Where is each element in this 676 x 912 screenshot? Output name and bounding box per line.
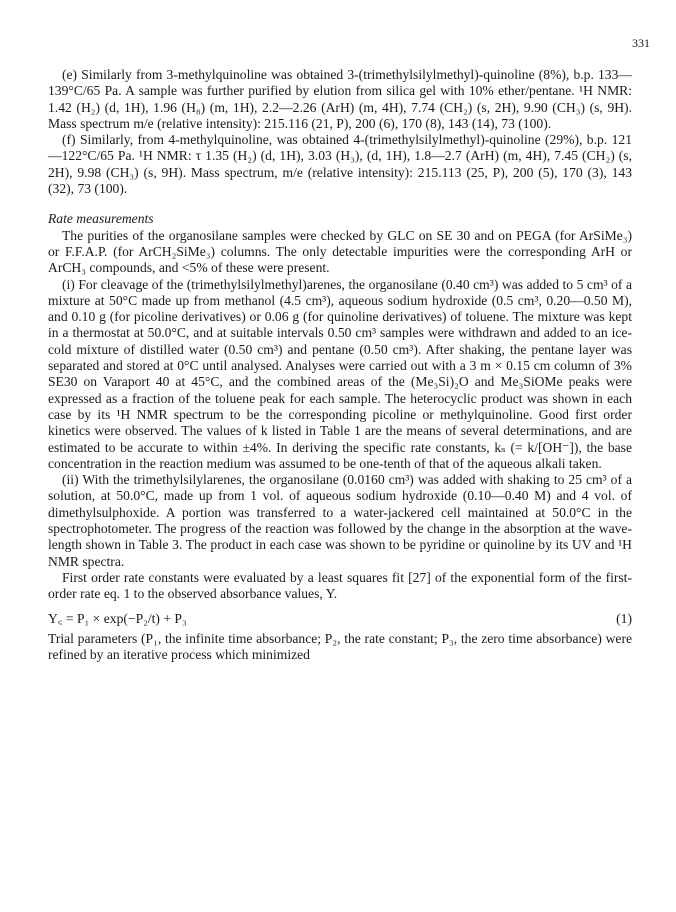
paragraph-f: (f) Similarly, from 4-methylquinoline, was obtained 4-(trimethylsilylmethyl)-quinoline (29%), b.p. 121—122°C/65 Pa. ¹H NMR: τ 1.35 (H₂) (d, 1H), 3.03 (H₃), (d, 1H), 1.8—2.7 (ArH) (m, 4H), 7.45 (CH₂) (s, 2H), 9.98 (CH₃) (s, 9H). Mass spectrum, m/e (relative intensity): 215.113 (25, P), 200 (5), 170 (3), 143 (32), 73 (100). — [48, 132, 632, 197]
equation-1 — [48, 611, 632, 627]
paragraph-first-order: First order rate constants were evaluated by a least squares fit [27] of the exponential form of the first-order rate eq. 1 to the observed absorbance values, Y. — [48, 569, 632, 602]
page-number: 331 — [632, 36, 650, 50]
paper-page — [48, 36, 650, 663]
equation-number: (1) — [616, 610, 632, 626]
paragraph-trial: Trial parameters (P₁, the infinite time absorbance; P₂, the rate constant; P₃, the zero time absorbance) were refined by an iterative process which minimized — [48, 630, 632, 663]
section-spacer — [48, 197, 632, 211]
paragraph-purity: The purities of the organosilane samples were checked by GLC on SE 30 and on PEGA (for ArSiMe₃) or F.F.A.P. (for ArCH₂SiMe₃) columns. The only detectable impurities were the corresponding ArH or ArCH₃ compounds, and <5% of these were present. — [48, 227, 632, 276]
paragraph-e: (e) Similarly from 3-methylquinoline was obtained 3-(trimethylsilylmethyl)-quinoline (8%), b.p. 133—139°C/65 Pa. A sample was further purified by elution from silica gel with 10% ether/pentane. ¹H NMR: 1.42 (H₂) (d, 1H), 1.96 (H₈) (m, 1H), 2.2—2.26 (ArH) (m, 4H), 7.74 (CH₂) (s, 2H), 9.90 (CH₃) (s, 9H). Mass spectrum m/e (relative intensity): 215.116 (21, P), 200 (6), 170 (8), 143 (14), 73 (100). — [48, 67, 632, 131]
section-heading: Rate measurements — [48, 211, 154, 227]
paragraph-i: (i) For cleavage of the (trimethylsilylmethyl)arenes, the organosilane (0.40 cm³) was added to 5 cm³ of a mixture at 50°C made up from methanol (4.5 cm³), aqueous sodium hydroxide (0.5 cm³, 0.20—0.50 M), and 0.10 g (for picoline derivatives) or 0.06 g (for quinoline derivatives) of toluene. The mixture was kept in a thermostat at 50.0°C, and at suitable intervals 0.50 cm³ samples were withdrawn and added to an ice-cold mixture of distilled water (0.50 cm³) and pentane (0.50 cm³). After shaking, the pentane layer was separated and stored at 0°C until analysed. Analyses were carried out with a 3 m × 0.15 cm column of 3% SE30 on Varaport 40 at 45°C, and the combined areas of the (Me₃Si)₂O and Me₃SiOMe peaks were expressed as a fraction of the toluene peak for each sample. The heterocyclic product was shown in each case by its ¹H NMR spectrum to be the corresponding picoline or methylquinoline. Good first order kinetics were observed. The values of k listed in Table 1 are the means of several determinations, and are estimated to be accurate to within ±4%. In deriving the specific rate constants, kₛ (= k/[OH⁻]), the base concentration in the reaction medium was assumed to be one-tenth of that of the aqueous alkali taken. — [48, 276, 632, 471]
equation-expression: Y꜀ = P₁ × exp(−P₂/t) + P₃ — [48, 610, 187, 626]
paragraph-ii: (ii) With the trimethylsilylarenes, the organosilane (0.0160 cm³) was added with shaking to 25 cm³ of a solution, at 50.0°C, made up from 1 vol. of aqueous sodium hydroxide (0.10—0.40 M) and 4 vol. of dimethylsulphoxide. A portion was transferred to a water-jackered cell maintained at 50.0°C in the spectrophotometer. The progress of the reaction was followed by the change in the absorption at the wave-length shown in Table 3. The product in each case was shown to be pyridine or quinoline by its UV and ¹H NMR spectra. — [48, 472, 632, 569]
